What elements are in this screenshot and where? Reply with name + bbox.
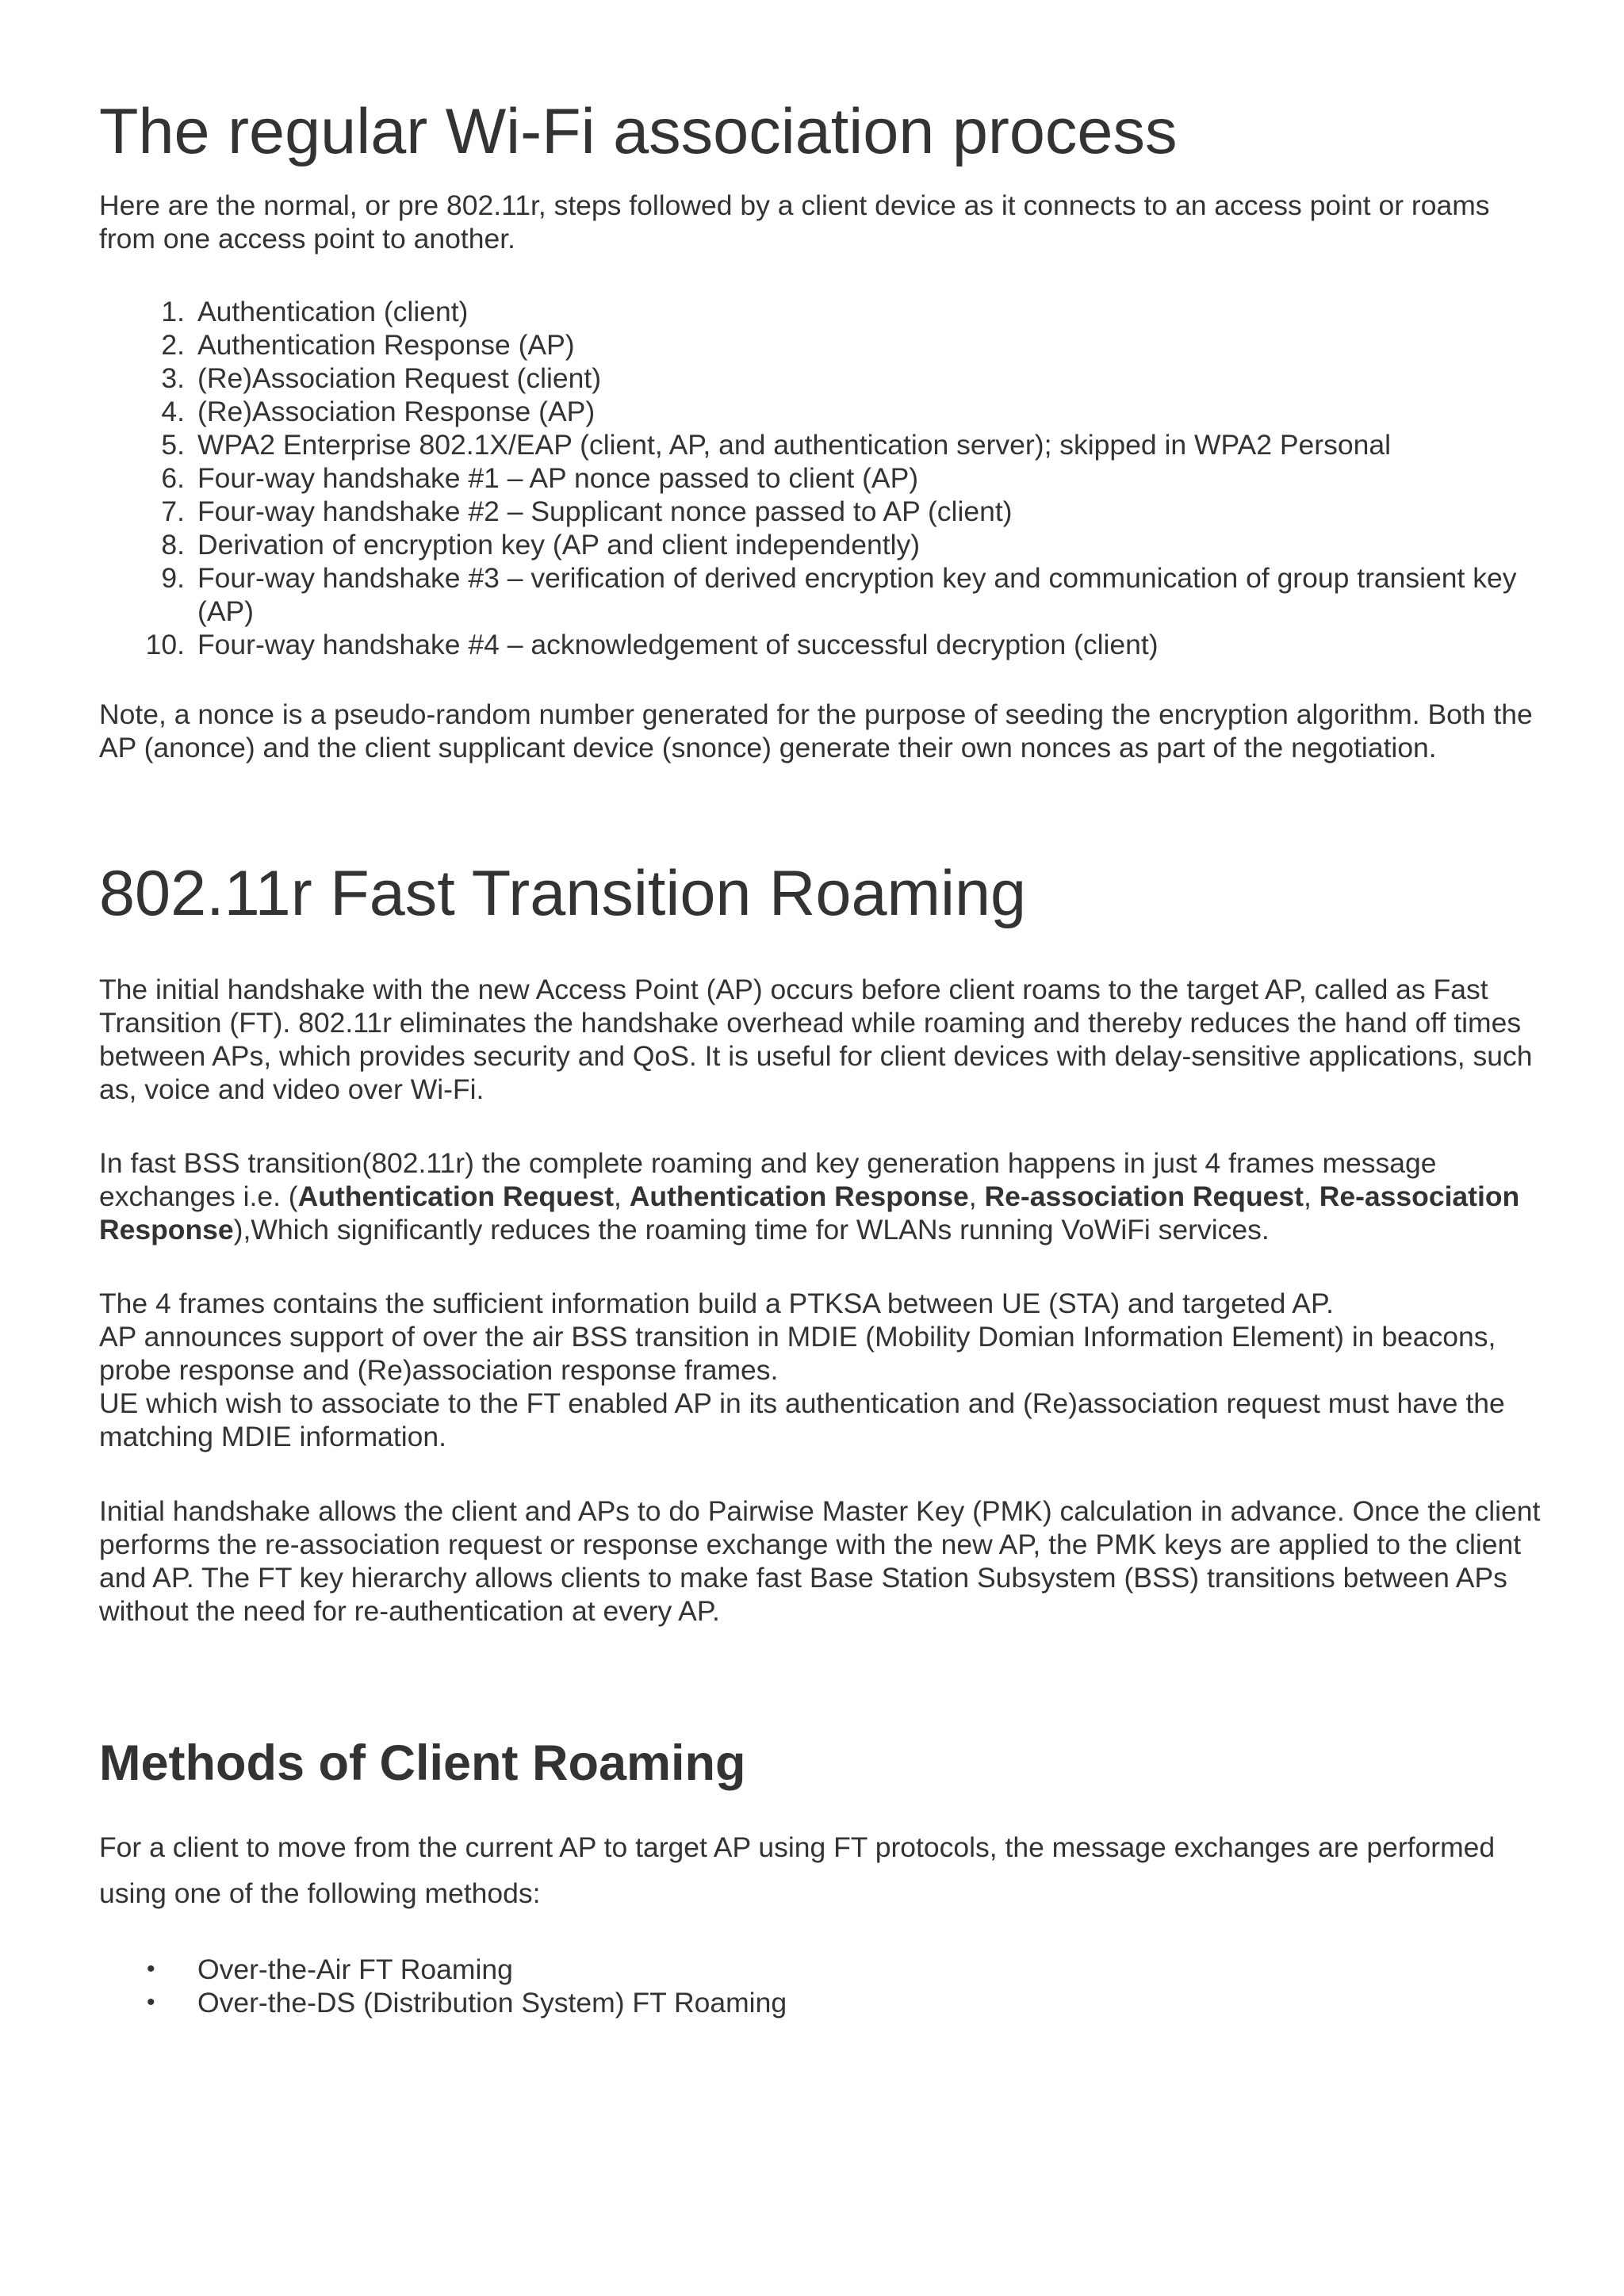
list-item: [99, 1986, 1542, 2019]
list-item-number: 1.: [161, 296, 185, 327]
association-intro: Here are the normal, or pre 802.11r, steps followed by a client device as it connects to an access point or roams from one access point to another.: [99, 189, 1490, 254]
ft-paragraph-1: The initial handshake with the new Access Point (AP) occurs before client roams to the target AP, called as Fast Transition (FT). 802.11r eliminates the handshake overhead while roaming and thereby reduces the hand off times between APs, which provides security and QoS. It is useful for client devices with delay-sensitive applications, such as, voice and video over Wi-Fi.: [99, 974, 1533, 1105]
frame-reassoc-request: Re-association Request: [984, 1181, 1304, 1212]
separator: ,: [1303, 1181, 1320, 1212]
list-item-number: 8.: [161, 529, 185, 561]
ft-paragraph-3: [99, 1287, 1542, 1453]
ft-paragraph-2: [99, 1146, 1542, 1246]
list-item-text: Over-the-Air FT Roaming: [197, 1954, 513, 1985]
ft-paragraph-3-line: UE which wish to associate to the FT enabled AP in its authentication and (Re)association request must have the matching MDIE information.: [99, 1387, 1505, 1452]
list-item-text: Over-the-DS (Distribution System) FT Roaming: [197, 1987, 787, 2019]
nonce-note: Note, a nonce is a pseudo-random number generated for the purpose of seeding the encryption algorithm. Both the AP (anonce) and the client supplicant device (snonce) generate their own nonces as part of the negotiation.: [99, 698, 1533, 763]
list-item-text: Four-way handshake #4 – acknowledgement of successful decryption (client): [197, 629, 1159, 660]
list-item: [99, 461, 1542, 495]
list-item-number: 9.: [161, 562, 185, 594]
ft-paragraph-4: Initial handshake allows the client and APs to do Pairwise Master Key (PMK) calculation in advance. Once the client performs the re-association request or response exchange with the new AP, the PMK keys are applied to the client and AP. The FT key hierarchy allows clients to make fast Base Station Subsystem (BSS) transitions between APs without the need for re-authentication at every AP.: [99, 1495, 1541, 1627]
list-item-text: Authentication Response (AP): [197, 329, 575, 361]
list-item-text: Authentication (client): [197, 296, 469, 327]
separator: ,: [614, 1181, 630, 1212]
list-item-text: Four-way handshake #2 – Supplicant nonce passed to AP (client): [197, 496, 1013, 527]
list-item-number: 7.: [161, 496, 185, 527]
list-item: [99, 428, 1542, 461]
list-item: [99, 328, 1542, 362]
list-item-text: WPA2 Enterprise 802.1X/EAP (client, AP, and authentication server); skipped in WPA2 Personal: [197, 429, 1391, 461]
separator: ,: [968, 1181, 985, 1212]
list-item-text: Four-way handshake #3 – verification of derived encryption key and communication of group transient key (AP): [197, 562, 1517, 627]
list-item: [99, 528, 1542, 561]
list-item-text: (Re)Association Response (AP): [197, 396, 596, 427]
list-item-text: (Re)Association Request (client): [197, 362, 602, 394]
list-item-number: 5.: [161, 429, 185, 461]
ft-paragraph-2-text: In fast BSS transition(802.11r) the complete roaming and key generation happens in just 4 frames message exchanges i.e. (: [99, 1147, 1437, 1212]
list-item: [99, 395, 1542, 428]
bullet-icon: •: [147, 1956, 155, 1982]
ft-paragraph-3-line: AP announces support of over the air BSS transition in MDIE (Mobility Domian Information Element) in beacons, probe response and (Re)association response frames.: [99, 1321, 1496, 1386]
list-item-number: 4.: [161, 396, 185, 427]
ft-paragraph-2-suffix: ),Which significantly reduces the roaming time for WLANs running VoWiFi services.: [233, 1214, 1270, 1246]
section-title-association: The regular Wi-Fi association process: [99, 96, 1178, 167]
list-item-number: 10.: [145, 629, 185, 660]
bullet-icon: •: [147, 1989, 155, 2015]
roaming-methods-list: [99, 1953, 1542, 2019]
list-item-text: Derivation of encryption key (AP and client independently): [197, 529, 921, 561]
association-steps-list: [99, 295, 1542, 661]
frame-auth-response: Authentication Response: [629, 1181, 969, 1212]
frame-auth-request: Authentication Request: [297, 1181, 615, 1212]
list-item-number: 3.: [161, 362, 185, 394]
list-item: [99, 362, 1542, 395]
list-item-text: Four-way handshake #1 – AP nonce passed to client (AP): [197, 462, 919, 494]
list-item-number: 6.: [161, 462, 185, 494]
list-item: [99, 628, 1542, 661]
list-item-number: 2.: [161, 329, 185, 361]
section-title-client-roaming: Methods of Client Roaming: [99, 1735, 746, 1791]
list-item: [99, 1953, 1542, 1986]
section-title-fast-transition: 802.11r Fast Transition Roaming: [99, 858, 1027, 929]
ft-paragraph-3-line: The 4 frames contains the sufficient information build a PTKSA between UE (STA) and targeted AP.: [99, 1288, 1334, 1319]
frame-reassoc-response: Re-association Response: [99, 1181, 1520, 1246]
list-item: [99, 495, 1542, 528]
list-item: [99, 295, 1542, 328]
roaming-intro: For a client to move from the current AP to target AP using FT protocols, the message exchanges are performed using one of the following methods:: [99, 1831, 1496, 1909]
list-item: [99, 561, 1542, 628]
